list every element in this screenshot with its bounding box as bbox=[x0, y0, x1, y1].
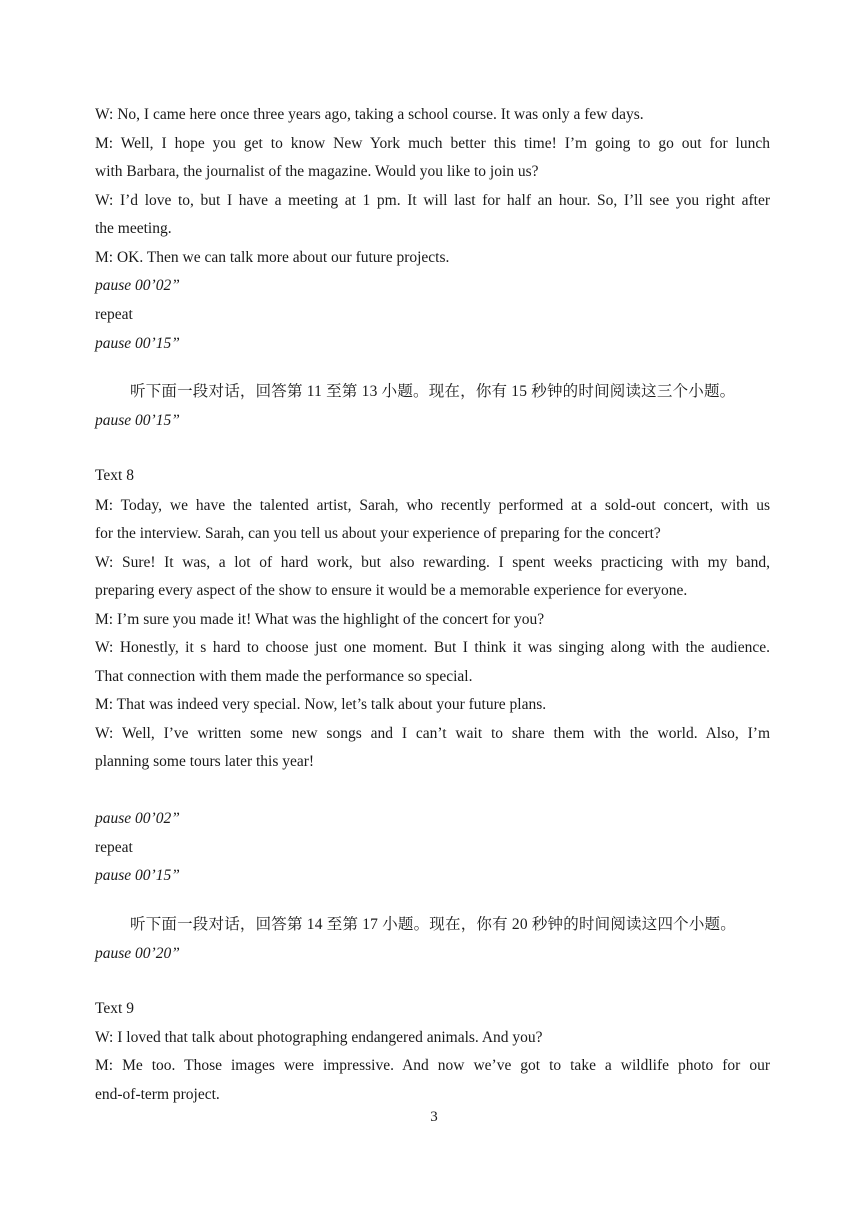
dialogue-line: for the interview. Sarah, can you tell us about your experience of preparing for the concert? bbox=[95, 525, 661, 542]
dialogue-line: M: OK. Then we can talk more about our future projects. bbox=[95, 249, 450, 266]
dialogue-line: W: No, I came here once three years ago, taking a school course. It was only a few days. bbox=[95, 106, 644, 123]
dialogue-line: W: I’d love to, but I have a meeting at 1 pm. It will last for half an hour. So, I’ll see you right after bbox=[95, 192, 770, 209]
pause-marker: pause 00’02” bbox=[95, 277, 180, 294]
instruction-text: 听下面一段对话，回答第 11 至第 13 小题。现在，你有 15 秒钟的时间阅读这三个小题。 bbox=[130, 383, 736, 400]
dialogue-line: W: Well, I’ve written some new songs and I can’t wait to share them with the world. Also, I’m bbox=[95, 725, 770, 742]
dialogue-line: end-of-term project. bbox=[95, 1086, 220, 1103]
dialogue-line: preparing every aspect of the show to ensure it would be a memorable experience for everyone. bbox=[95, 582, 688, 599]
pause-marker: pause 00’15” bbox=[95, 335, 180, 352]
dialogue-line: That connection with them made the performance so special. bbox=[95, 668, 473, 685]
section-heading: Text 8 bbox=[95, 467, 134, 484]
dialogue-line: the meeting. bbox=[95, 220, 172, 237]
dialogue-line: M: Me too. Those images were impressive. And now we’ve got to take a wildlife photo for our bbox=[95, 1057, 770, 1074]
pause-marker: pause 00’02” bbox=[95, 810, 180, 827]
page-number: 3 bbox=[430, 1109, 438, 1125]
dialogue-line: W: Sure! It was, a lot of hard work, but also rewarding. I spent weeks practicing with my band, bbox=[95, 554, 770, 571]
dialogue-line: M: Well, I hope you get to know New York much better this time! I’m going to go out for lunch bbox=[95, 135, 770, 152]
dialogue-line: W: Honestly, it s hard to choose just one moment. But I think it was singing along with the audience. bbox=[95, 639, 770, 656]
repeat-marker: repeat bbox=[95, 306, 133, 323]
dialogue-line: planning some tours later this year! bbox=[95, 753, 315, 770]
dialogue-line: M: I’m sure you made it! What was the highlight of the concert for you? bbox=[95, 611, 545, 628]
instruction-text: 听下面一段对话，回答第 14 至第 17 小题。现在，你有 20 秒钟的时间阅读这四个小题。 bbox=[130, 916, 736, 933]
repeat-marker: repeat bbox=[95, 839, 133, 856]
dialogue-line: W: I loved that talk about photographing endangered animals. And you? bbox=[95, 1029, 543, 1046]
pause-marker: pause 00’15” bbox=[95, 412, 180, 429]
dialogue-line: with Barbara, the journalist of the magazine. Would you like to join us? bbox=[95, 163, 539, 180]
section-heading: Text 9 bbox=[95, 1000, 134, 1017]
dialogue-line: M: That was indeed very special. Now, let’s talk about your future plans. bbox=[95, 696, 547, 713]
dialogue-line: M: Today, we have the talented artist, Sarah, who recently performed at a sold-out concert, with us bbox=[95, 497, 770, 514]
pause-marker: pause 00’20” bbox=[95, 945, 180, 962]
pause-marker: pause 00’15” bbox=[95, 867, 180, 884]
